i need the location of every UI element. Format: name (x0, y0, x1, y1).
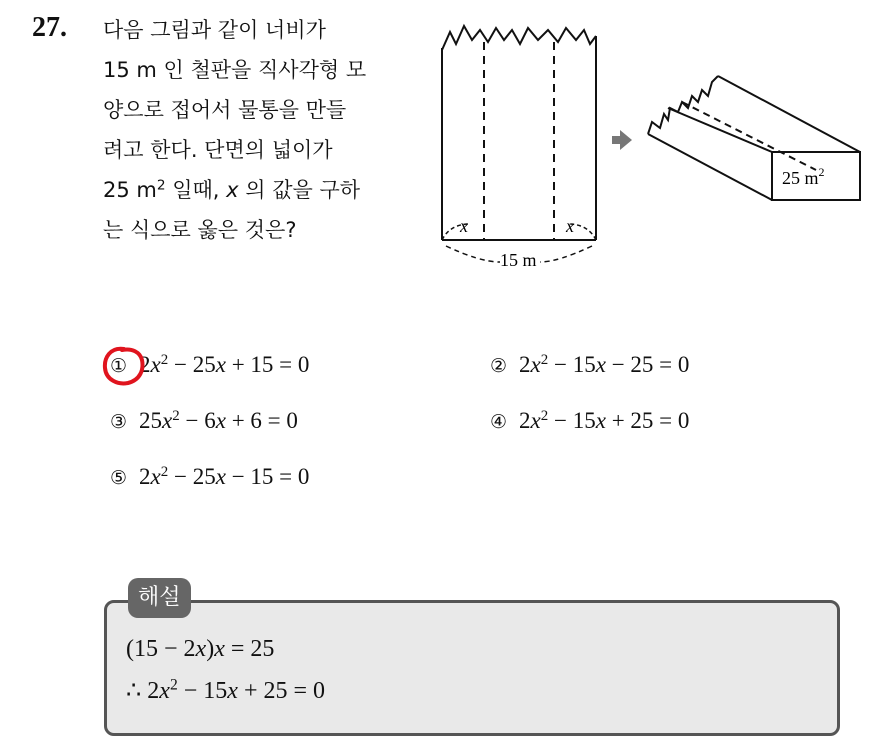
option-1-coef: 2 (139, 352, 151, 377)
option-5-number: ⑤ (110, 467, 128, 489)
option-1-mid: − 25 (173, 352, 216, 377)
area-label: 25 $m^2$ (782, 165, 825, 188)
option-3[interactable]: ③ $25x^2 - 6x + 6 = 0$ (110, 407, 298, 433)
option-4[interactable]: ④ $2x^2 - 15x + 25 = 0$ (490, 407, 690, 433)
solution-box (104, 600, 840, 736)
question-line-5-a: 일때, (172, 178, 220, 202)
option-5-end: − 15 = 0 (231, 464, 310, 489)
option-2[interactable]: ② $2x^2 - 15x - 25 = 0$ (490, 351, 690, 377)
option-2-end: − 25 = 0 (611, 352, 690, 377)
folded-trough (648, 76, 860, 200)
option-4-number: ④ (490, 411, 508, 433)
area-exponent: 2 (156, 177, 166, 194)
question-line-2: 15 m 인 철판을 직사각형 모 (103, 58, 367, 82)
option-1-number: ① (110, 355, 128, 377)
option-3-coef: 25 (139, 408, 163, 433)
option-4-end: + 25 = 0 (611, 408, 690, 433)
question-line-5 (103, 170, 413, 210)
option-1[interactable]: ① $2x^2 - 25x + 15 = 0$ (110, 351, 310, 377)
option-2-coef: 2 (519, 352, 531, 377)
solution-tag: 해설 (128, 578, 191, 618)
option-3-mid: − 6 (185, 408, 216, 433)
option-5-mid: − 25 (173, 464, 216, 489)
figure-svg (420, 10, 870, 280)
question-line-6: 는 식으로 옳은 것은? (103, 218, 297, 242)
option-3-end: + 6 = 0 (231, 408, 298, 433)
question-line-5-b: 의 값을 구하 (245, 178, 361, 202)
option-5[interactable]: ⑤ $2x^2 - 25x - 15 = 0$ (110, 463, 310, 489)
width-label: 15 m (500, 250, 537, 270)
sheet-folding-figure (420, 10, 870, 284)
variable-x: x (226, 178, 239, 202)
question-number: 27. (32, 12, 67, 43)
answer-circle-mark (100, 344, 150, 388)
area-value: 25 m (103, 178, 157, 202)
solution-line-1: (15 − 2x)x = 25 (126, 636, 275, 662)
option-2-mid: − 15 (553, 352, 596, 377)
option-5-coef: 2 (139, 464, 151, 489)
right-arrow-icon (612, 130, 632, 150)
question-line-4: 려고 한다. 단면의 넓이가 (103, 138, 333, 162)
question-line-3: 양으로 접어서 물통을 만들 (103, 98, 347, 122)
question-line-1: 다음 그림과 같이 너비가 (103, 18, 326, 42)
option-4-mid: − 15 (553, 408, 596, 433)
option-2-number: ② (490, 355, 508, 377)
option-4-coef: 2 (519, 408, 531, 433)
option-1-end: + 15 = 0 (231, 352, 310, 377)
fold-label-left: x (460, 216, 468, 236)
solution-line-2: ∴ $2x^2 - 15x + 25 = 0$ (126, 676, 326, 704)
fold-label-right: x (566, 216, 574, 236)
option-3-number: ③ (110, 411, 128, 433)
question-text (103, 10, 413, 250)
